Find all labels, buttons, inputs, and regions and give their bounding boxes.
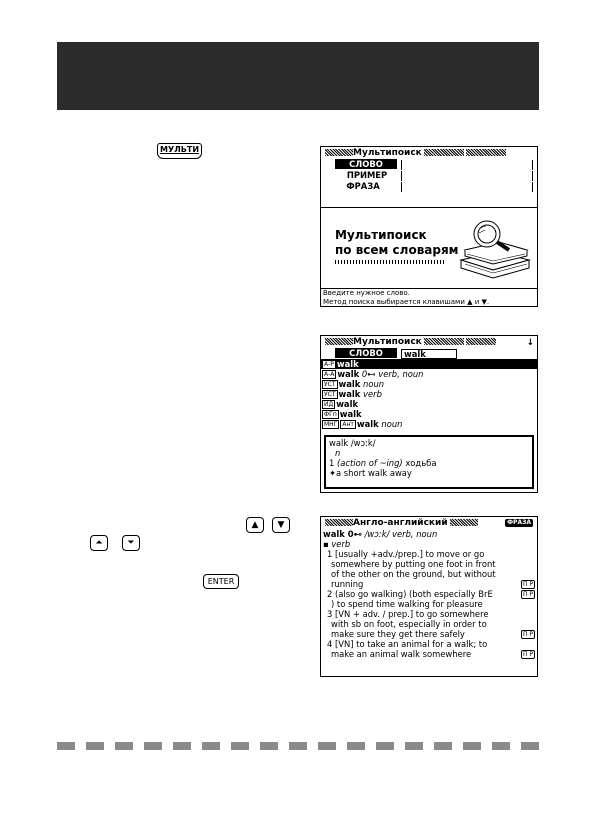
result-word: walk xyxy=(338,379,361,389)
entry-text: of the other on the ground, but without xyxy=(331,569,496,579)
result-row[interactable] xyxy=(321,379,537,389)
result-detail: 0⊷ verb, noun xyxy=(359,369,424,379)
field-label: ФРАЗА xyxy=(346,181,380,191)
entry-pos: ▪ verb xyxy=(323,539,351,549)
hatch-pattern xyxy=(424,149,464,156)
dictionary-tag: ФГп xyxy=(324,411,337,418)
up-arrow-key[interactable]: ▲ xyxy=(246,517,264,533)
dotted-divider xyxy=(335,260,445,264)
example-button[interactable]: П Р xyxy=(522,631,533,638)
page-up-key[interactable]: ⏶ xyxy=(90,535,108,551)
section-header-bar xyxy=(57,42,539,110)
multisearch-screen xyxy=(320,146,538,307)
preview-example: ✦a short walk away xyxy=(329,468,412,478)
result-row[interactable] xyxy=(321,409,537,419)
result-row[interactable] xyxy=(321,359,537,369)
entry-text: make sure they get there safely xyxy=(331,629,465,639)
field-label: СЛОВО xyxy=(335,348,397,358)
dictionary-tag: Ант xyxy=(342,421,354,428)
promo-line: Мультипоиск xyxy=(335,228,427,242)
screen-title-bar xyxy=(321,517,537,529)
result-row[interactable] xyxy=(321,399,537,409)
dictionary-tag: УСТ xyxy=(324,391,336,398)
entry-text: 2 (also go walking) (both especially BrE xyxy=(327,589,493,599)
example-button[interactable]: П Р xyxy=(522,591,533,598)
entry-text: 3 [VN + adv. / prep.] to go somewhere xyxy=(327,609,489,619)
entry-line xyxy=(321,589,537,599)
dictionary-tag: А-Р xyxy=(324,361,334,368)
dictionary-tag: А-А xyxy=(324,371,335,378)
result-detail: noun xyxy=(360,379,385,389)
entry-text: running xyxy=(331,579,364,589)
result-word: walk xyxy=(339,409,362,419)
entry-line xyxy=(321,559,537,569)
word-input[interactable]: walk xyxy=(401,349,457,359)
entry-text: with sb on foot, especially in order to xyxy=(331,619,487,629)
search-field-phrase[interactable] xyxy=(321,181,537,192)
word-input[interactable] xyxy=(401,160,533,170)
entry-line xyxy=(321,639,537,649)
enter-key[interactable]: ENTER xyxy=(203,574,239,589)
promo-line: по всем словарям xyxy=(335,243,459,257)
entry-text: make an animal walk somewhere xyxy=(331,649,472,659)
result-word: walk xyxy=(336,399,359,409)
result-word: walk xyxy=(337,369,360,379)
dictionary-entry-screen xyxy=(320,516,538,677)
multisearch-results-screen xyxy=(320,335,538,493)
result-row[interactable] xyxy=(321,369,537,379)
down-arrow-key[interactable]: ▼ xyxy=(272,517,290,533)
preview-pane xyxy=(324,435,534,489)
books-magnifier-icon xyxy=(453,216,533,280)
screen-title: Мультипоиск xyxy=(353,337,422,347)
hatch-pattern xyxy=(325,519,353,526)
hint-line: Метод поиска выбирается клавишами ▲ и ▼. xyxy=(323,297,490,306)
phrase-input[interactable] xyxy=(401,182,533,192)
example-input[interactable] xyxy=(401,171,533,181)
entry-body xyxy=(321,549,537,659)
example-button[interactable]: П Р xyxy=(522,581,533,588)
entry-text: ) to spend time walking for pleasure xyxy=(331,599,483,609)
phrase-badge: ФРАЗА xyxy=(507,519,531,526)
scroll-down-icon: ↓ xyxy=(526,338,534,348)
result-word: walk xyxy=(338,389,361,399)
search-field-word[interactable] xyxy=(321,159,537,170)
screen-title: Англо-английский xyxy=(353,518,448,528)
search-field-word[interactable] xyxy=(321,348,537,359)
hatch-pattern xyxy=(466,338,496,345)
entry-line xyxy=(321,579,537,589)
promo-panel xyxy=(321,207,537,288)
entry-line xyxy=(321,619,537,629)
hatch-pattern xyxy=(325,149,353,156)
example-button[interactable]: П Р xyxy=(522,651,533,658)
result-row[interactable] xyxy=(321,389,537,399)
multi-key[interactable]: МУЛЬТИ xyxy=(157,143,202,159)
dashed-divider xyxy=(57,742,539,750)
entry-text: somewhere by putting one foot in front xyxy=(331,559,496,569)
result-detail: noun xyxy=(378,419,403,429)
hatch-pattern xyxy=(450,519,478,526)
entry-headword: walk 0⊷ /wɔːk/ verb, noun xyxy=(323,529,438,539)
hatch-pattern xyxy=(325,338,353,345)
hatch-pattern xyxy=(466,149,506,156)
result-word: walk xyxy=(356,419,379,429)
entry-line xyxy=(321,569,537,579)
hint-bar xyxy=(321,288,537,306)
entry-line xyxy=(321,649,537,659)
hatch-pattern xyxy=(424,338,464,345)
dictionary-tag: УСТ xyxy=(324,381,336,388)
entry-line xyxy=(321,599,537,609)
preview-pos: n xyxy=(335,448,341,458)
page-down-key[interactable]: ⏷ xyxy=(122,535,140,551)
entry-text: 4 [VN] to take an animal for a walk; to xyxy=(327,639,488,649)
hint-line: Введите нужное слово. xyxy=(323,289,410,297)
screen-title: Мультипоиск xyxy=(353,148,422,158)
entry-text: 1 [usually +adv./prep.] to move or go xyxy=(327,549,485,559)
result-detail: verb xyxy=(360,389,382,399)
preview-sense: 1 (action of ~ing) ходьба xyxy=(329,458,437,468)
field-label: СЛОВО xyxy=(335,159,397,169)
results-list xyxy=(321,359,537,429)
preview-headword: walk /wɔːk/ xyxy=(329,438,376,448)
screen-title-bar xyxy=(321,336,537,348)
result-row[interactable] xyxy=(321,419,537,429)
entry-line xyxy=(321,609,537,619)
entry-line xyxy=(321,629,537,639)
search-field-example[interactable] xyxy=(321,170,537,181)
screen-title-bar xyxy=(321,147,537,159)
entry-line xyxy=(321,549,537,559)
field-label: ПРИМЕР xyxy=(346,170,388,180)
dictionary-tag: МНГ xyxy=(324,421,338,428)
dictionary-tag: ИД xyxy=(324,401,334,408)
result-word: walk xyxy=(336,359,359,369)
promo-text xyxy=(335,228,459,258)
